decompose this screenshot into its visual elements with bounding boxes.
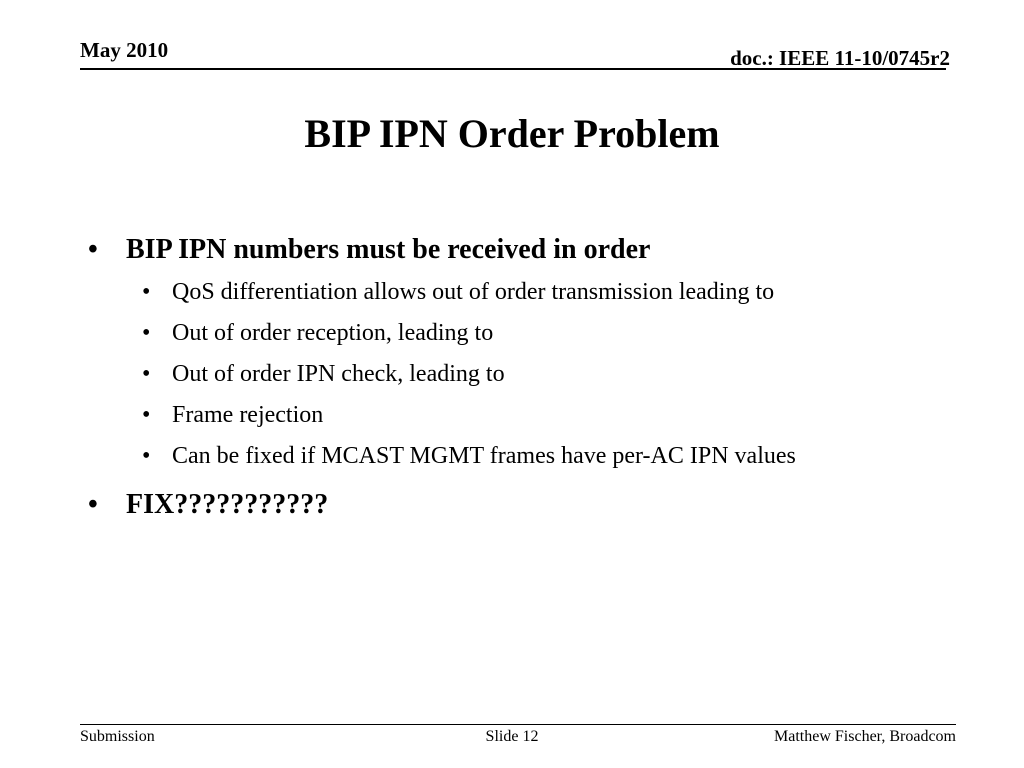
bullet-level2: [88, 436, 948, 477]
bullet-level1: [88, 483, 948, 527]
header-doc-id: doc.: IEEE 11-10/0745r2: [730, 46, 950, 70]
bullet-level1: [88, 228, 948, 272]
bullet-icon: •: [142, 361, 151, 387]
bullet-icon: •: [142, 443, 151, 469]
footer-slide-number: Slide 12: [485, 728, 539, 745]
bullet-level2: [88, 395, 948, 436]
bullet-level2: [88, 354, 948, 395]
bullet-level2: [88, 313, 948, 354]
bullet-text: Frame rejection: [172, 402, 324, 428]
bullet-icon: •: [142, 402, 151, 428]
footer-divider: [80, 724, 956, 725]
bullet-text: BIP IPN numbers must be received in order: [126, 234, 651, 265]
header-divider: [80, 68, 946, 70]
bullet-icon: •: [142, 320, 151, 346]
header-date: May 2010: [80, 38, 169, 62]
bullet-icon: •: [88, 234, 98, 265]
bullet-icon: •: [88, 489, 98, 520]
bullet-icon: •: [142, 279, 151, 305]
footer-author: Matthew Fischer, Broadcom: [774, 728, 956, 745]
footer-submission: Submission: [80, 728, 155, 745]
bullet-text: Out of order reception, leading to: [172, 320, 494, 346]
bullet-text: QoS differentiation allows out of order transmission leading to: [172, 279, 775, 305]
bullet-text: Out of order IPN check, leading to: [172, 361, 505, 387]
bullet-level2: [88, 272, 948, 313]
slide-title: BIP IPN Order Problem: [304, 111, 720, 156]
bullet-text: Can be fixed if MCAST MGMT frames have per-AC IPN values: [172, 443, 796, 469]
bullet-text: FIX???????????: [126, 489, 329, 520]
slide-body: [88, 228, 948, 527]
